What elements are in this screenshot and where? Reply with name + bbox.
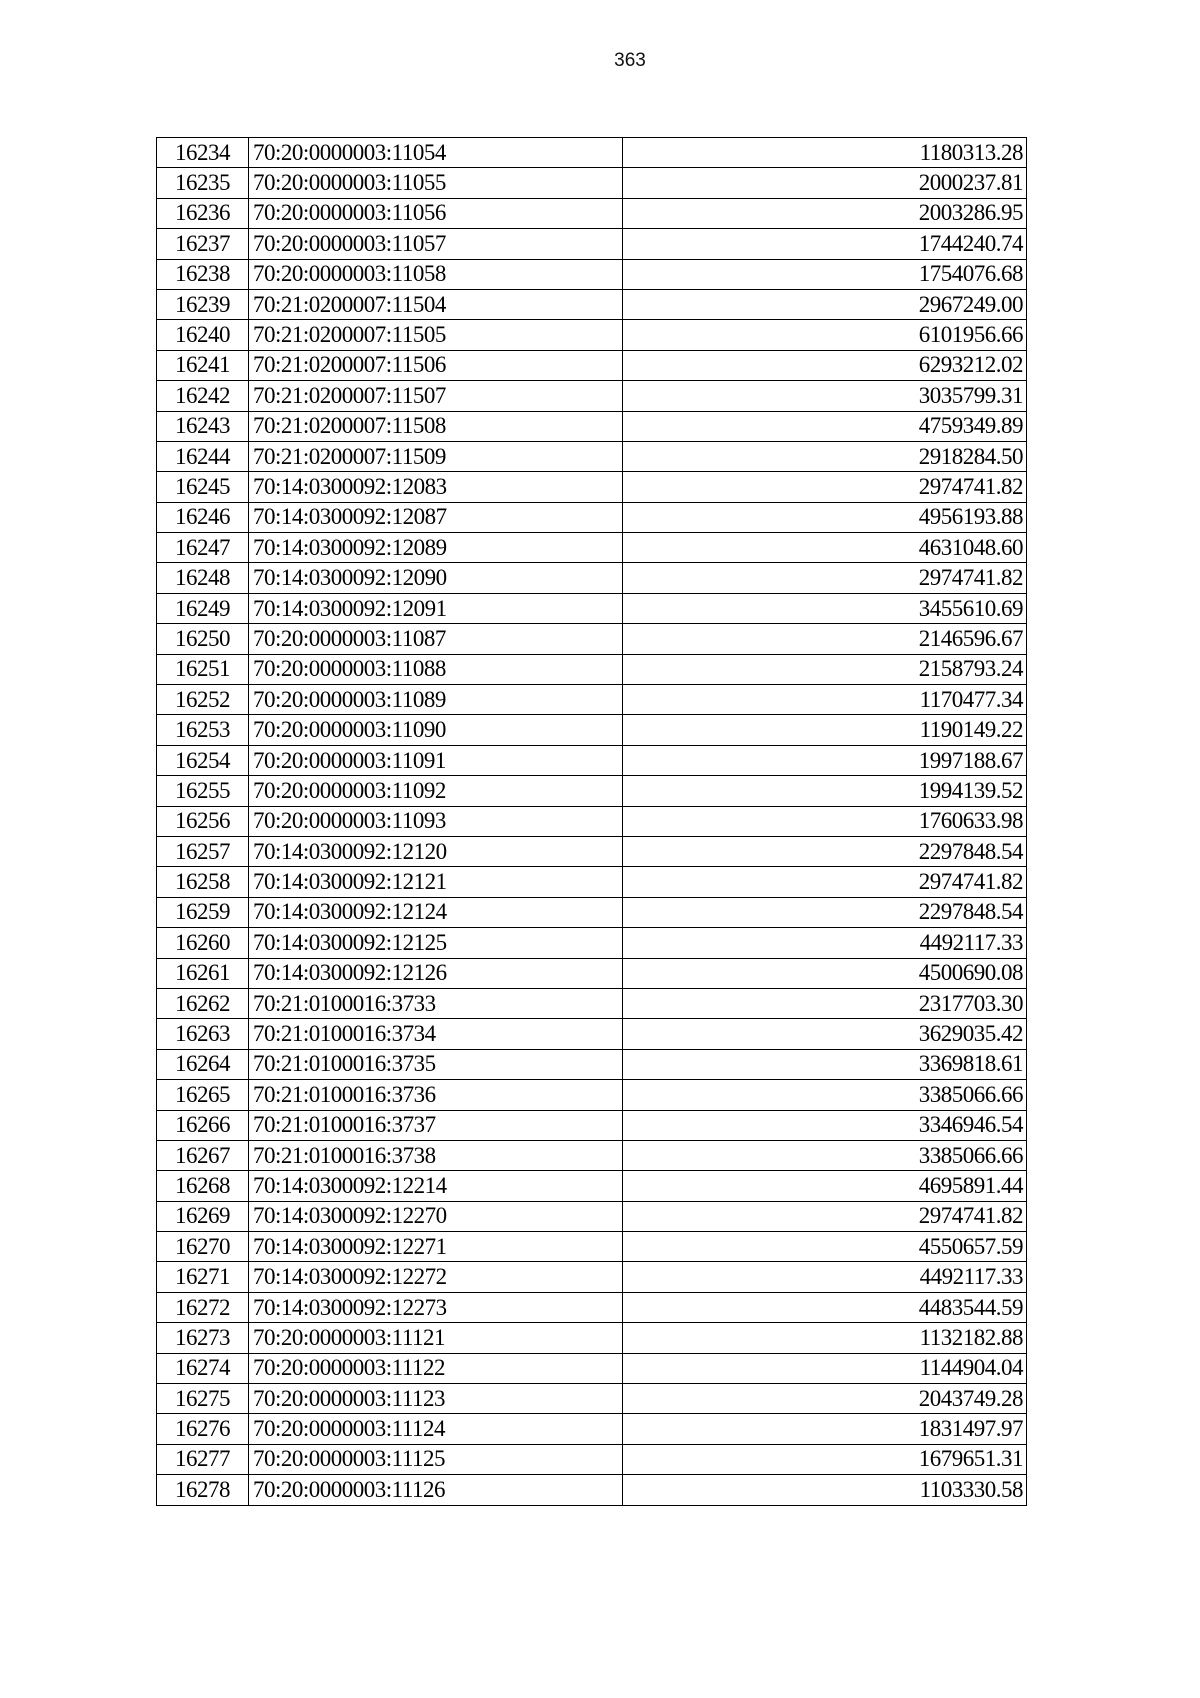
cadastral-number-cell: 70:14:0300092:12126 bbox=[249, 958, 623, 988]
row-number-cell: 16239 bbox=[157, 289, 249, 319]
table-row bbox=[157, 1444, 1027, 1474]
page-number: 363 bbox=[614, 50, 646, 71]
cadastral-value-cell: 1679651.31 bbox=[623, 1444, 1027, 1474]
row-number-cell: 16261 bbox=[157, 958, 249, 988]
table-row bbox=[157, 168, 1027, 198]
table-row bbox=[157, 1232, 1027, 1262]
table-row bbox=[157, 1140, 1027, 1170]
row-number-cell: 16240 bbox=[157, 320, 249, 350]
cadastral-number-cell: 70:21:0100016:3736 bbox=[249, 1080, 623, 1110]
row-number-cell: 16237 bbox=[157, 229, 249, 259]
cadastral-number-cell: 70:20:0000003:11054 bbox=[249, 138, 623, 168]
row-number-cell: 16254 bbox=[157, 745, 249, 775]
cadastral-number-cell: 70:21:0200007:11507 bbox=[249, 381, 623, 411]
cadastral-value-cell: 4631048.60 bbox=[623, 533, 1027, 563]
row-number-cell: 16275 bbox=[157, 1384, 249, 1414]
cadastral-value-cell: 2146596.67 bbox=[623, 624, 1027, 654]
cadastral-number-cell: 70:14:0300092:12091 bbox=[249, 593, 623, 623]
table-row bbox=[157, 1080, 1027, 1110]
cadastral-value-cell: 6101956.66 bbox=[623, 320, 1027, 350]
table-row bbox=[157, 502, 1027, 532]
table-row bbox=[157, 715, 1027, 745]
cadastral-number-cell: 70:14:0300092:12120 bbox=[249, 836, 623, 866]
cadastral-value-cell: 4956193.88 bbox=[623, 502, 1027, 532]
cadastral-value-cell: 3455610.69 bbox=[623, 593, 1027, 623]
table-row bbox=[157, 229, 1027, 259]
cadastral-number-cell: 70:20:0000003:11125 bbox=[249, 1444, 623, 1474]
cadastral-value-cell: 2317703.30 bbox=[623, 988, 1027, 1018]
cadastral-number-cell: 70:14:0300092:12272 bbox=[249, 1262, 623, 1292]
cadastral-number-cell: 70:14:0300092:12125 bbox=[249, 928, 623, 958]
cadastral-value-cell: 2297848.54 bbox=[623, 836, 1027, 866]
row-number-cell: 16241 bbox=[157, 350, 249, 380]
table-row bbox=[157, 198, 1027, 228]
cadastral-number-cell: 70:14:0300092:12087 bbox=[249, 502, 623, 532]
row-number-cell: 16263 bbox=[157, 1019, 249, 1049]
table-row bbox=[157, 411, 1027, 441]
cadastral-number-cell: 70:20:0000003:11055 bbox=[249, 168, 623, 198]
cadastral-value-cell: 1744240.74 bbox=[623, 229, 1027, 259]
cadastral-number-cell: 70:20:0000003:11122 bbox=[249, 1353, 623, 1383]
row-number-cell: 16276 bbox=[157, 1414, 249, 1444]
cadastral-number-cell: 70:20:0000003:11090 bbox=[249, 715, 623, 745]
cadastral-number-cell: 70:21:0200007:11509 bbox=[249, 441, 623, 471]
table-row bbox=[157, 1475, 1027, 1505]
table-row bbox=[157, 1384, 1027, 1414]
cadastral-value-cell: 2974741.82 bbox=[623, 867, 1027, 897]
row-number-cell: 16269 bbox=[157, 1201, 249, 1231]
cadastral-value-cell: 2043749.28 bbox=[623, 1384, 1027, 1414]
table-row bbox=[157, 1414, 1027, 1444]
cadastral-number-cell: 70:21:0100016:3737 bbox=[249, 1110, 623, 1140]
table-row bbox=[157, 1262, 1027, 1292]
cadastral-number-cell: 70:20:0000003:11121 bbox=[249, 1323, 623, 1353]
row-number-cell: 16248 bbox=[157, 563, 249, 593]
table-row bbox=[157, 1171, 1027, 1201]
row-number-cell: 16256 bbox=[157, 806, 249, 836]
cadastral-number-cell: 70:20:0000003:11126 bbox=[249, 1475, 623, 1505]
cadastral-number-cell: 70:20:0000003:11089 bbox=[249, 685, 623, 715]
cadastral-value-cell: 4500690.08 bbox=[623, 958, 1027, 988]
cadastral-value-cell: 1190149.22 bbox=[623, 715, 1027, 745]
cadastral-value-cell: 2158793.24 bbox=[623, 654, 1027, 684]
table-row bbox=[157, 289, 1027, 319]
cadastral-value-cell: 2974741.82 bbox=[623, 1201, 1027, 1231]
table-row bbox=[157, 1049, 1027, 1079]
row-number-cell: 16247 bbox=[157, 533, 249, 563]
table-row bbox=[157, 441, 1027, 471]
row-number-cell: 16249 bbox=[157, 593, 249, 623]
table-row bbox=[157, 654, 1027, 684]
cadastral-number-cell: 70:14:0300092:12273 bbox=[249, 1292, 623, 1322]
cadastral-value-cell: 2003286.95 bbox=[623, 198, 1027, 228]
cadastral-value-cell: 6293212.02 bbox=[623, 350, 1027, 380]
row-number-cell: 16253 bbox=[157, 715, 249, 745]
cadastral-value-cell: 4695891.44 bbox=[623, 1171, 1027, 1201]
cadastral-value-cell: 4483544.59 bbox=[623, 1292, 1027, 1322]
row-number-cell: 16242 bbox=[157, 381, 249, 411]
row-number-cell: 16246 bbox=[157, 502, 249, 532]
row-number-cell: 16274 bbox=[157, 1353, 249, 1383]
cadastral-value-cell: 3385066.66 bbox=[623, 1080, 1027, 1110]
cadastral-value-cell: 1754076.68 bbox=[623, 259, 1027, 289]
cadastral-value-cell: 4759349.89 bbox=[623, 411, 1027, 441]
cadastral-value-cell: 1831497.97 bbox=[623, 1414, 1027, 1444]
table-row bbox=[157, 593, 1027, 623]
cadastral-number-cell: 70:21:0200007:11508 bbox=[249, 411, 623, 441]
cadastral-value-cell: 1997188.67 bbox=[623, 745, 1027, 775]
table-row bbox=[157, 350, 1027, 380]
table-row bbox=[157, 259, 1027, 289]
cadastral-number-cell: 70:21:0200007:11505 bbox=[249, 320, 623, 350]
cadastral-number-cell: 70:20:0000003:11123 bbox=[249, 1384, 623, 1414]
row-number-cell: 16244 bbox=[157, 441, 249, 471]
table-row bbox=[157, 867, 1027, 897]
cadastral-value-cell: 1144904.04 bbox=[623, 1353, 1027, 1383]
row-number-cell: 16264 bbox=[157, 1049, 249, 1079]
table-body bbox=[157, 138, 1027, 1506]
cadastral-number-cell: 70:21:0200007:11504 bbox=[249, 289, 623, 319]
row-number-cell: 16266 bbox=[157, 1110, 249, 1140]
cadastral-value-cell: 4492117.33 bbox=[623, 928, 1027, 958]
row-number-cell: 16255 bbox=[157, 776, 249, 806]
cadastral-number-cell: 70:21:0100016:3733 bbox=[249, 988, 623, 1018]
row-number-cell: 16265 bbox=[157, 1080, 249, 1110]
table-row bbox=[157, 958, 1027, 988]
row-number-cell: 16236 bbox=[157, 198, 249, 228]
table-row bbox=[157, 1019, 1027, 1049]
cadastral-value-cell: 4550657.59 bbox=[623, 1232, 1027, 1262]
cadastral-number-cell: 70:14:0300092:12090 bbox=[249, 563, 623, 593]
cadastral-number-cell: 70:20:0000003:11087 bbox=[249, 624, 623, 654]
row-number-cell: 16238 bbox=[157, 259, 249, 289]
table-row bbox=[157, 836, 1027, 866]
table-row bbox=[157, 1292, 1027, 1322]
cadastral-number-cell: 70:20:0000003:11058 bbox=[249, 259, 623, 289]
cadastral-number-cell: 70:14:0300092:12083 bbox=[249, 472, 623, 502]
table-row bbox=[157, 988, 1027, 1018]
table-row bbox=[157, 1201, 1027, 1231]
row-number-cell: 16271 bbox=[157, 1262, 249, 1292]
cadastral-number-cell: 70:20:0000003:11091 bbox=[249, 745, 623, 775]
row-number-cell: 16235 bbox=[157, 168, 249, 198]
cadastral-value-table bbox=[156, 137, 1027, 1506]
cadastral-number-cell: 70:20:0000003:11056 bbox=[249, 198, 623, 228]
cadastral-number-cell: 70:14:0300092:12270 bbox=[249, 1201, 623, 1231]
row-number-cell: 16243 bbox=[157, 411, 249, 441]
cadastral-value-cell: 2918284.50 bbox=[623, 441, 1027, 471]
cadastral-number-cell: 70:21:0100016:3735 bbox=[249, 1049, 623, 1079]
cadastral-number-cell: 70:14:0300092:12271 bbox=[249, 1232, 623, 1262]
table-row bbox=[157, 776, 1027, 806]
table-row bbox=[157, 928, 1027, 958]
table-row bbox=[157, 745, 1027, 775]
table-row bbox=[157, 381, 1027, 411]
cadastral-number-cell: 70:20:0000003:11057 bbox=[249, 229, 623, 259]
table-row bbox=[157, 1323, 1027, 1353]
row-number-cell: 16267 bbox=[157, 1140, 249, 1170]
row-number-cell: 16277 bbox=[157, 1444, 249, 1474]
cadastral-value-cell: 1103330.58 bbox=[623, 1475, 1027, 1505]
row-number-cell: 16251 bbox=[157, 654, 249, 684]
cadastral-number-cell: 70:14:0300092:12121 bbox=[249, 867, 623, 897]
row-number-cell: 16273 bbox=[157, 1323, 249, 1353]
row-number-cell: 16250 bbox=[157, 624, 249, 654]
table-row bbox=[157, 624, 1027, 654]
row-number-cell: 16262 bbox=[157, 988, 249, 1018]
cadastral-value-cell: 3346946.54 bbox=[623, 1110, 1027, 1140]
row-number-cell: 16258 bbox=[157, 867, 249, 897]
table-row bbox=[157, 1110, 1027, 1140]
row-number-cell: 16268 bbox=[157, 1171, 249, 1201]
table-row bbox=[157, 533, 1027, 563]
cadastral-number-cell: 70:20:0000003:11092 bbox=[249, 776, 623, 806]
cadastral-number-cell: 70:14:0300092:12124 bbox=[249, 897, 623, 927]
row-number-cell: 16245 bbox=[157, 472, 249, 502]
cadastral-value-cell: 1994139.52 bbox=[623, 776, 1027, 806]
cadastral-number-cell: 70:20:0000003:11088 bbox=[249, 654, 623, 684]
cadastral-number-cell: 70:14:0300092:12089 bbox=[249, 533, 623, 563]
row-number-cell: 16252 bbox=[157, 685, 249, 715]
row-number-cell: 16234 bbox=[157, 138, 249, 168]
cadastral-value-cell: 3385066.66 bbox=[623, 1140, 1027, 1170]
cadastral-number-cell: 70:20:0000003:11124 bbox=[249, 1414, 623, 1444]
cadastral-value-cell: 1760633.98 bbox=[623, 806, 1027, 836]
cadastral-value-cell: 1180313.28 bbox=[623, 138, 1027, 168]
table-row bbox=[157, 563, 1027, 593]
row-number-cell: 16270 bbox=[157, 1232, 249, 1262]
table-row bbox=[157, 806, 1027, 836]
cadastral-value-cell: 2297848.54 bbox=[623, 897, 1027, 927]
cadastral-value-cell: 2974741.82 bbox=[623, 563, 1027, 593]
cadastral-number-cell: 70:14:0300092:12214 bbox=[249, 1171, 623, 1201]
row-number-cell: 16257 bbox=[157, 836, 249, 866]
cadastral-value-cell: 2000237.81 bbox=[623, 168, 1027, 198]
cadastral-value-cell: 3035799.31 bbox=[623, 381, 1027, 411]
cadastral-number-cell: 70:20:0000003:11093 bbox=[249, 806, 623, 836]
cadastral-value-cell: 1170477.34 bbox=[623, 685, 1027, 715]
cadastral-value-cell: 3369818.61 bbox=[623, 1049, 1027, 1079]
cadastral-value-cell: 2974741.82 bbox=[623, 472, 1027, 502]
table-row bbox=[157, 138, 1027, 168]
table-row bbox=[157, 897, 1027, 927]
table-row bbox=[157, 320, 1027, 350]
cadastral-value-cell: 1132182.88 bbox=[623, 1323, 1027, 1353]
table-row bbox=[157, 685, 1027, 715]
cadastral-value-cell: 3629035.42 bbox=[623, 1019, 1027, 1049]
cadastral-value-cell: 4492117.33 bbox=[623, 1262, 1027, 1292]
row-number-cell: 16272 bbox=[157, 1292, 249, 1322]
row-number-cell: 16260 bbox=[157, 928, 249, 958]
table-row bbox=[157, 472, 1027, 502]
row-number-cell: 16259 bbox=[157, 897, 249, 927]
table-row bbox=[157, 1353, 1027, 1383]
row-number-cell: 16278 bbox=[157, 1475, 249, 1505]
cadastral-number-cell: 70:21:0100016:3734 bbox=[249, 1019, 623, 1049]
cadastral-number-cell: 70:21:0200007:11506 bbox=[249, 350, 623, 380]
cadastral-value-cell: 2967249.00 bbox=[623, 289, 1027, 319]
cadastral-number-cell: 70:21:0100016:3738 bbox=[249, 1140, 623, 1170]
